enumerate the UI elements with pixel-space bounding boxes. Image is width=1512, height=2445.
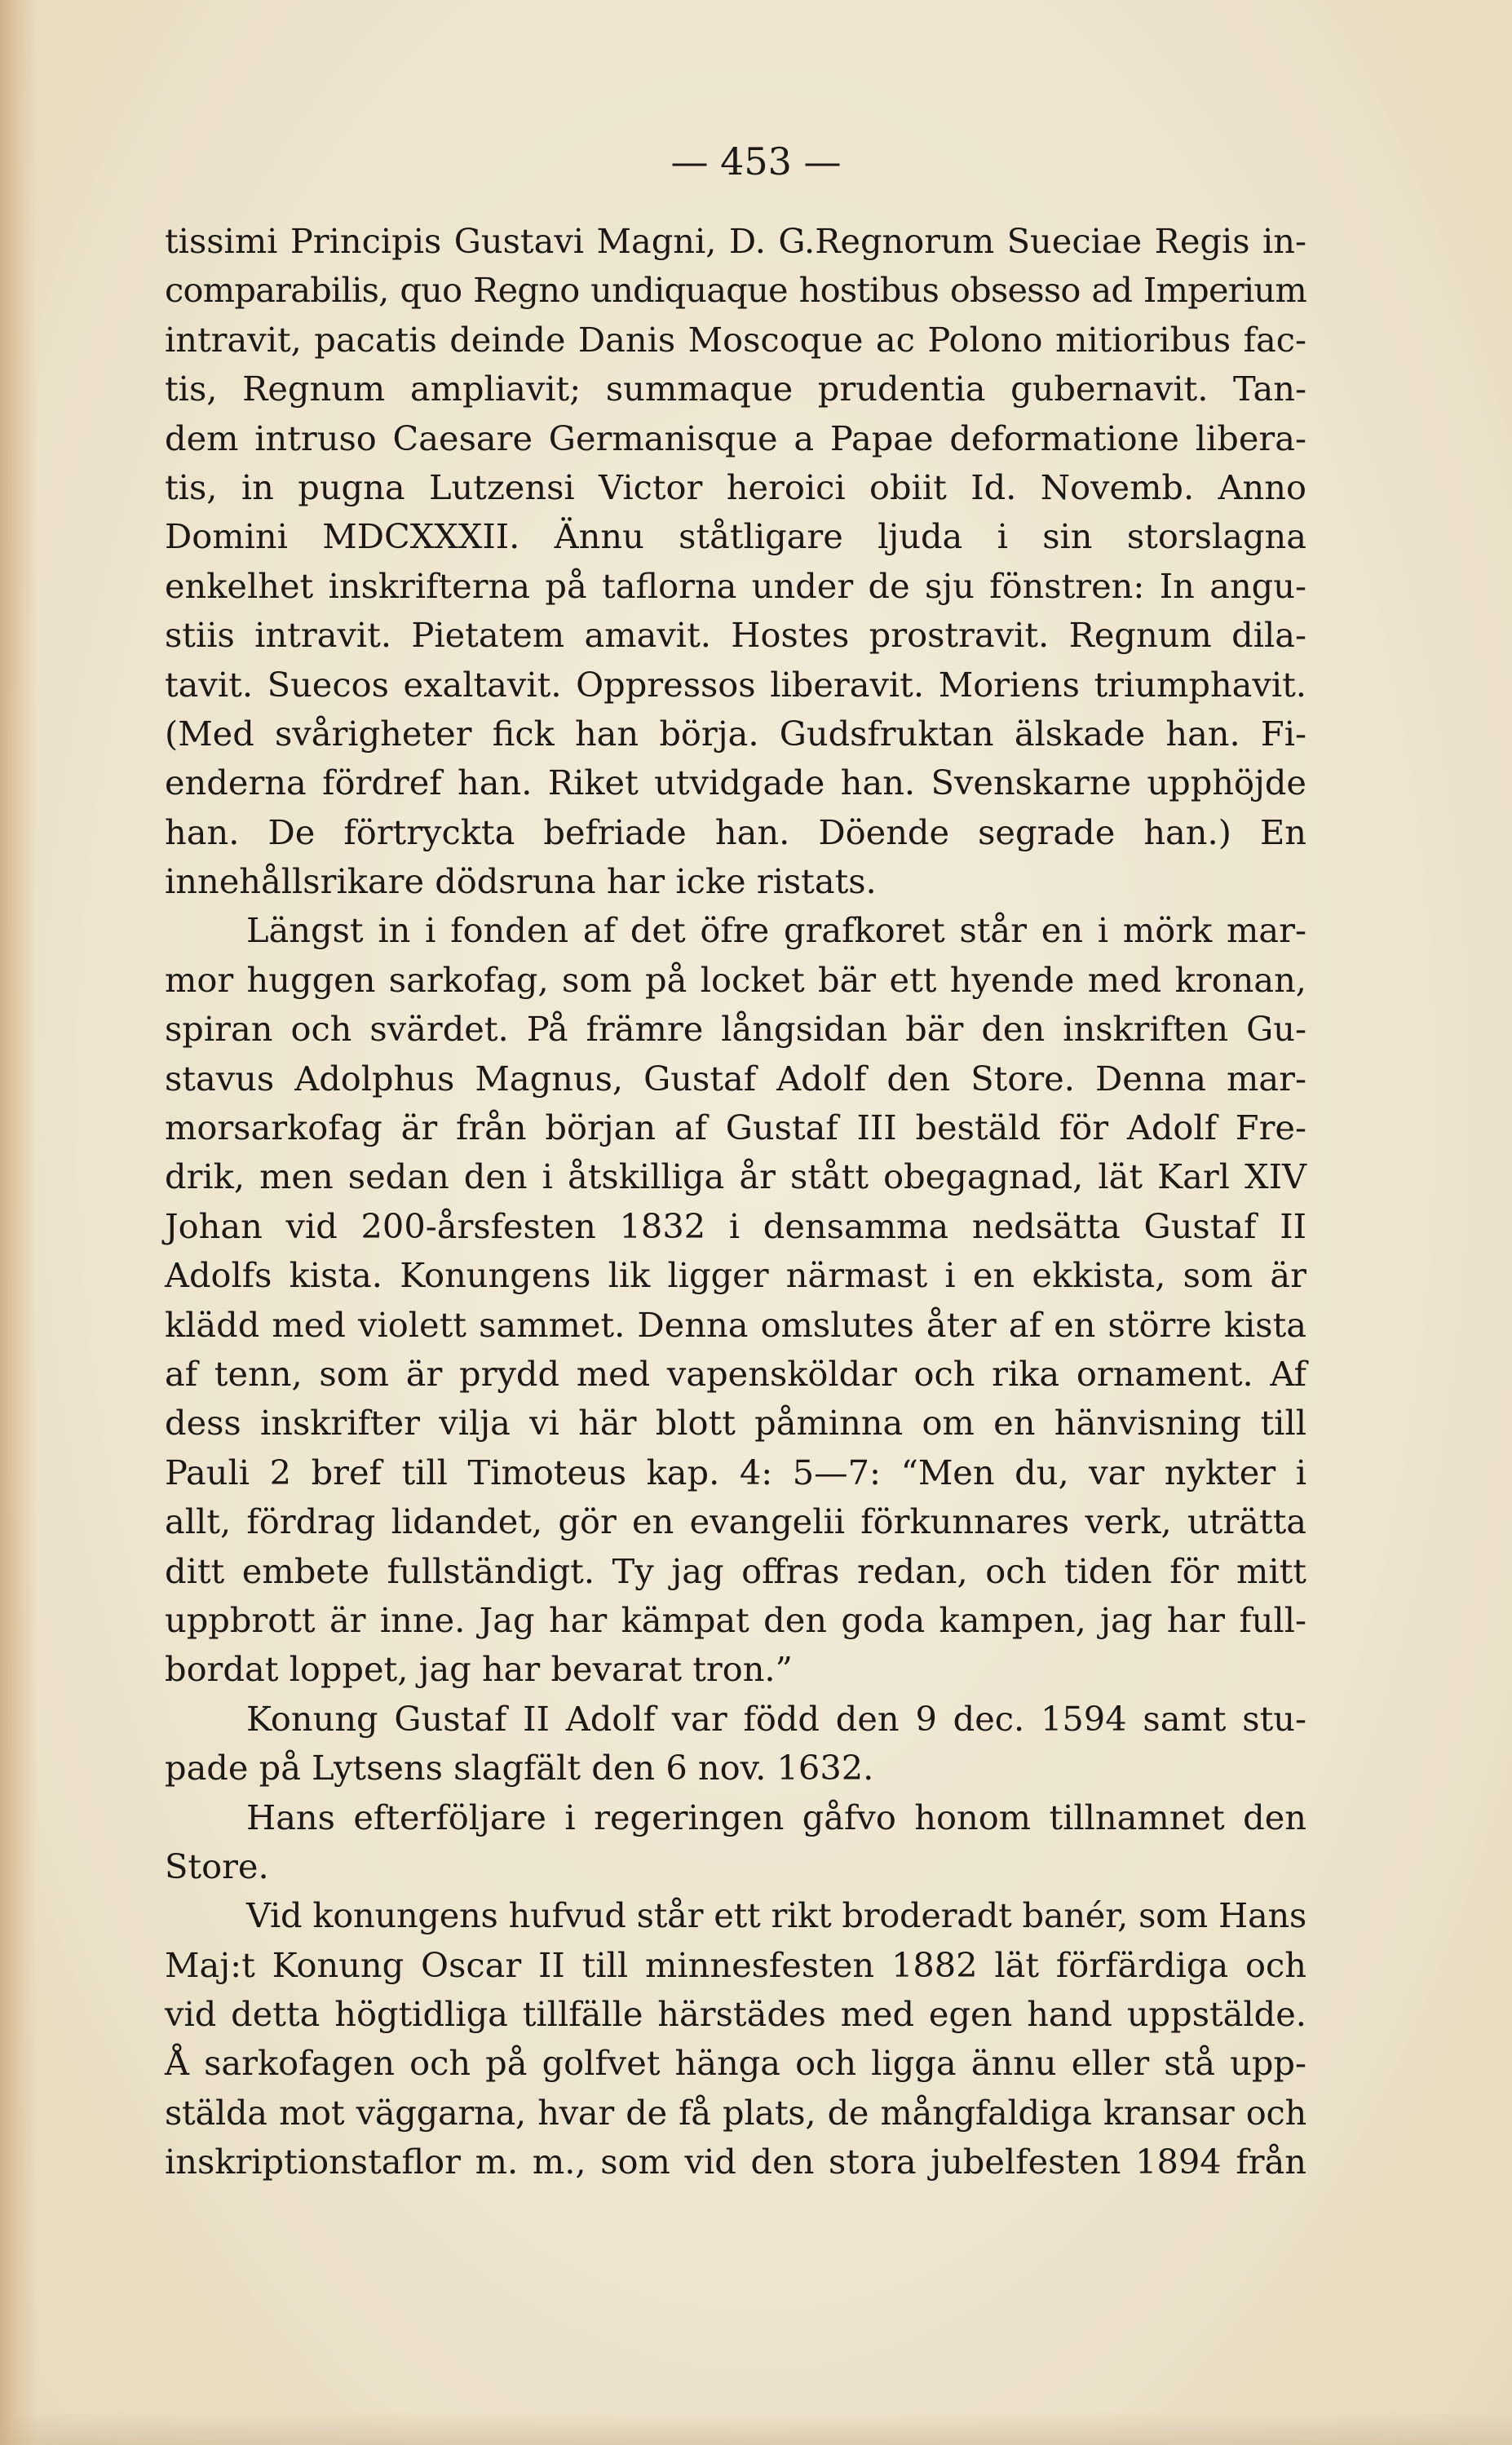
text-line: dess inskrifter vilja vi här blott påminna om en hänvisning till [165, 1403, 1306, 1444]
text-line: vid detta högtidliga tillfälle härstädes med egen hand uppstälde. [165, 1994, 1306, 2035]
text-line: tavit. Suecos exaltavit. Oppressos liberavit. Moriens triumphavit. [165, 664, 1306, 705]
text-line: Å sarkofagen och på golfvet hänga och ligga ännu eller stå upp- [165, 2043, 1306, 2084]
text-line: spiran och svärdet. På främre långsidan bär den inskriften Gu- [165, 1009, 1306, 1050]
text-line: morsarkofag är från början af Gustaf III bestäld för Adolf Fre- [165, 1108, 1306, 1148]
text-line: drik, men sedan den i åtskilliga år stått obegagnad, lät Karl XIV [165, 1156, 1306, 1197]
text-line: comparabilis, quo Regno undiquaque hostibus obsesso ad Imperium [165, 270, 1306, 311]
text-line: Hans efterföljare i regeringen gåfvo honom tillnamnet den [246, 1797, 1306, 1837]
text-line: uppbrott är inne. Jag har kämpat den goda kampen, jag har full- [165, 1599, 1306, 1640]
page-number: — 453 — [670, 139, 842, 183]
text-line: klädd med violett sammet. Denna omslutes åter af en större kista [165, 1304, 1306, 1345]
text-line: (Med svårigheter fick han börja. Gudsfruktan älskade han. Fi- [165, 713, 1306, 754]
text-line: Adolfs kista. Konungens lik ligger närmast i en ekkista, som är [165, 1255, 1306, 1296]
page-bottom-shadow [0, 2412, 1512, 2445]
text-line: Längst in i fonden af det öfre grafkoret står en i mörk mar- [246, 910, 1306, 951]
text-line: stavus Adolphus Magnus, Gustaf Adolf den Store. Denna mar- [165, 1058, 1306, 1099]
text-line: intravit, pacatis deinde Danis Moscoque ac Polono mitioribus fac- [165, 319, 1306, 360]
text-line: mor huggen sarkofag, som på locket bär ett hyende med kronan, [165, 959, 1306, 1000]
text-line: allt, fördrag lidandet, gör en evangelii förkunnares verk, uträtta [165, 1501, 1306, 1542]
text-line: Domini MDCXXXII. Ännu ståtligare ljuda i sin storslagna [165, 516, 1306, 557]
text-line: ditt embete fullständigt. Ty jag offras redan, och tiden för mitt [165, 1550, 1306, 1591]
text-line: pade på Lytsens slagfält den 6 nov. 1632. [165, 1748, 874, 1788]
text-line: innehållsrikare dödsruna har icke ristats. [165, 861, 877, 902]
text-line: bordat loppet, jag har bevarat tron.” [165, 1649, 793, 1690]
text-line: enderna fördref han. Riket utvidgade han. Svenskarne upphöjde [165, 763, 1306, 803]
text-line: Maj:t Konung Oscar II till minnesfesten 1882 lät förfärdiga och [165, 1944, 1306, 1985]
text-line: stälda mot väggarna, hvar de få plats, de mångfaldiga kransar och [165, 2092, 1306, 2133]
text-line: Konung Gustaf II Adolf var född den 9 dec. 1594 samt stu- [246, 1698, 1306, 1739]
page-edge-shadow [0, 0, 38, 2445]
text-line: han. De förtryckta befriade han. Döende segrade han.) En [165, 811, 1306, 852]
text-line: Johan vid 200-årsfesten 1832 i densamma nedsätta Gustaf II [165, 1205, 1306, 1246]
text-line: tis, in pugna Lutzensi Victor heroici obiit Id. Novemb. Anno [165, 466, 1306, 507]
text-line: enkelhet inskrifterna på taflorna under de sju fönstren: In angu- [165, 565, 1306, 606]
text-line: Store. [165, 1846, 269, 1886]
text-line: af tenn, som är prydd med vapensköldar och rika ornament. Af [165, 1353, 1306, 1394]
text-line: Pauli 2 bref till Timoteus kap. 4: 5—7: “Men du, var nykter i [165, 1452, 1306, 1492]
text-line: stiis intravit. Pietatem amavit. Hostes prostravit. Regnum dila- [165, 615, 1306, 656]
body-text [165, 217, 1306, 2187]
text-line: Vid konungens hufvud står ett rikt broderadt banér, som Hans [246, 1895, 1306, 1936]
text-line: tissimi Principis Gustavi Magni, D. G.Regnorum Sueciae Regis in- [165, 221, 1306, 261]
text-line: inskriptionstaflor m. m., som vid den stora jubelfesten 1894 från [165, 2142, 1306, 2182]
text-line: tis, Regnum ampliavit; summaque prudentia gubernavit. Tan- [165, 369, 1306, 409]
text-line: dem intruso Caesare Germanisque a Papae deformatione libera- [165, 418, 1306, 458]
